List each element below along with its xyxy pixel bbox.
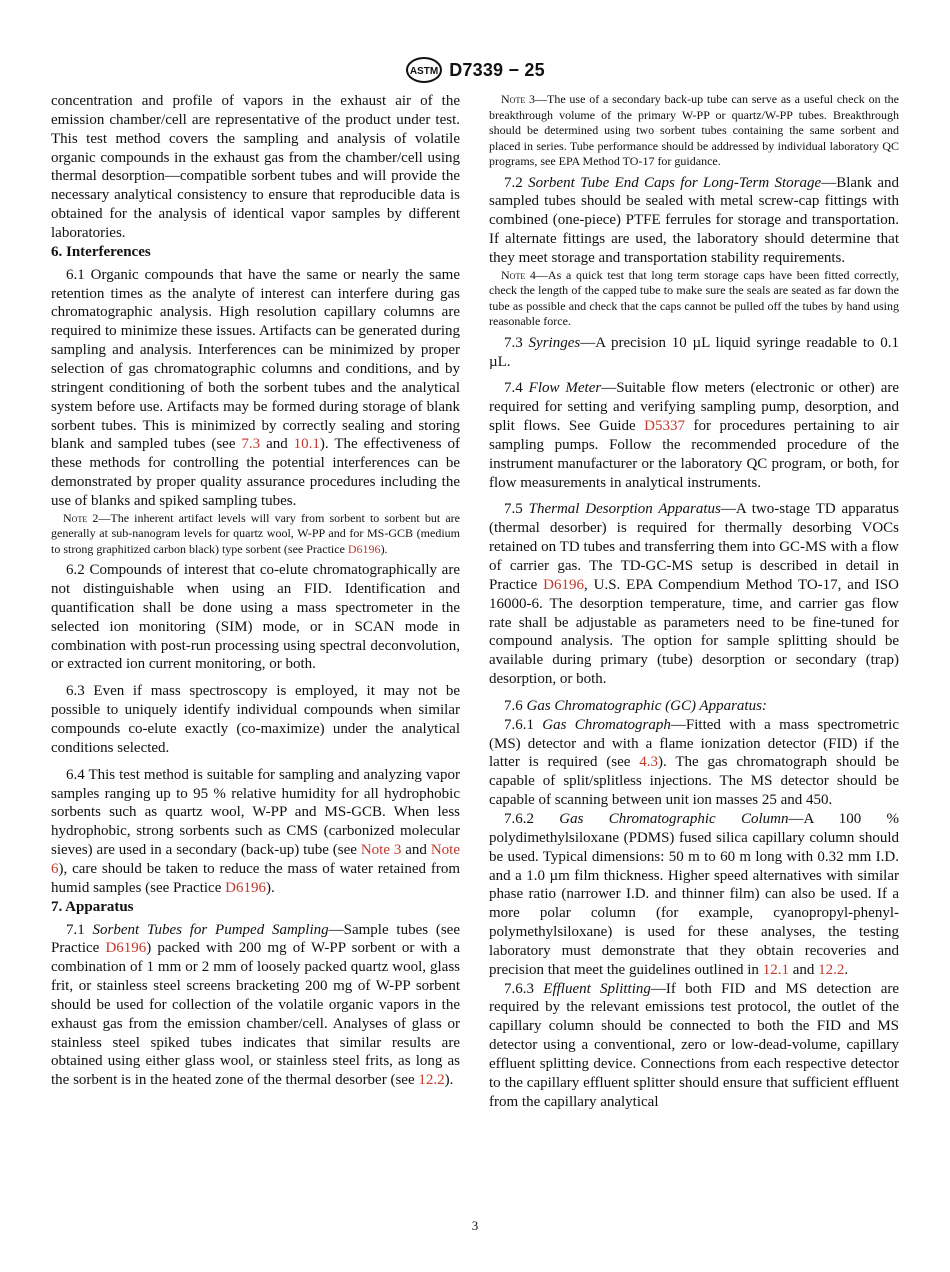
link-d6196[interactable]: D6196 — [225, 879, 266, 896]
link-4-3[interactable]: 4.3 — [639, 754, 659, 771]
note-2: Note 2—The inherent artifact levels will vary from sorbent to sorbent but are generally at sub-nanogram levels for quartz wool, W-PP and for MS-GCB (medium to strong graphitized carbon black) type sorbent (see Practice D6196). — [51, 510, 460, 556]
paragraph-6-2: 6.2 Compounds of interest that co-elute chromatographically are not distinguishable when using an FID. Identification and quantification shall be done using a mass spectrometer in the selected ion monitoring (SIM) mode, or in SCAN mode in combination with post-run processing using spectral deconvolution, or extracted ion current monitoring, or both. — [51, 562, 460, 673]
link-note-6[interactable]: Note 6 — [51, 842, 460, 877]
section-heading-interferences: 6. Interferences — [51, 243, 151, 260]
link-d6196[interactable]: D6196 — [105, 940, 147, 957]
right-column — [489, 92, 899, 1111]
page-number: 3 — [471, 1218, 479, 1233]
paragraph-7-5: 7.5 Thermal Desorption Apparatus—A two-stage TD apparatus (thermal desorber) is required for thermally desorbing VOCs retained on TD tubes and transferring them into GC-MS with a flow of carrier gas. The TD-GC-MS setup is described in detail in Practice D6196, U.S. EPA Compendium Method TO-17, and ISO 16000-6. The desorption temperature, time, and carrier gas flow rate shall be adjustable as parameters need to be fine-tuned for compound analysis. The option for sample splitting should be available during primary (tube) desorption or secondary (trap) desorption, or both. — [489, 501, 899, 688]
link-7-3[interactable]: 7.3 — [241, 436, 261, 453]
note-4: Note 4—As a quick test that long term storage caps have been fitted correctly, check the length of the capped tube to make sure the seals are seated as far down the tube as possible and check that the caps cannot be pulled off the tubes by hand using reasonable force. — [489, 267, 899, 329]
link-d6196[interactable]: D6196 — [543, 576, 585, 593]
section-heading-apparatus: 7. Apparatus — [51, 898, 134, 915]
svg-text:ASTM: ASTM — [410, 66, 439, 77]
document-designation: D7339 − 25 — [449, 59, 545, 80]
paragraph-7-2: 7.2 Sorbent Tube End Caps for Long-Term Storage—Blank and sampled tubes should be sealed with metal screw-cap fittings with combined (one-piece) PTFE ferrules for storage and transportation. If alternate fittings are used, the laboratory should determine that they meet storage and transportation stability requirements. — [489, 174, 900, 266]
link-note-3[interactable]: Note 3 — [360, 842, 402, 859]
link-12-2[interactable]: 12.2 — [418, 1072, 445, 1089]
paragraph-7-1: 7.1 Sorbent Tubes for Pumped Sampling—Sample tubes (see Practice D6196) packed with 200 mg of W-PP sorbent or with a combination of 1 mm or 2 mm of loosely packed quartz wool, glass frit, or stainless steel screens bracketing 200 mg of W-PP sorbent should be used for collection of the volatile organic vapors in the exhaust gas from the emission chamber/cell. Analyses of glass or stainless steel spiked tubes indicates that similar results are obtained using either glass wool, or stainless steel frits, as long as the sorbent is in the heated zone of the thermal desorber (see 12.2). — [51, 921, 460, 1089]
paragraph-7-6-1: 7.6.1 Gas Chromatograph—Fitted with a mass spectrometric (MS) detector and with a flame ionization detector (FID) if the latter is required (see 4.3). The gas chromatograph should be capable of split/splitless injections. The MS detector should be capable of scanning between unit ion masses 25 and 450. — [489, 716, 900, 809]
paragraph-7-6-3: 7.6.3 Effluent Splitting—If both FID and MS detection are required by the relevant emissions test protocol, the outlet of the capillary column should be connected to both the FID and MS detector using a conventional, zero or low-dead-volume, capillary effluent splitting device. Connections from each respective detector to the capillary effluent splitter should ensure that sufficient effluent from the capillary analytical — [489, 980, 900, 1110]
paragraph-7-4: 7.4 Flow Meter—Suitable flow meters (electronic or other) are required for setting and verifying sampling pump, desorption, and split flows. See Guide D5337 for procedures pertaining to air sampling pumps. Follow the recommended procedure of the instrument manufacturer or the laboratory QC program, or both, for flow measurements in analytical instruments. — [489, 380, 900, 491]
link-12-2[interactable]: 12.2 — [818, 961, 845, 978]
paragraph-7-6-2: 7.6.2 Gas Chromatographic Column—A 100 % polydimethylsiloxane (PDMS) fused silica capillary column should be used. Typical dimensions: 50 m to 60 m long with 0.32 mm I.D. and a 1.0 µm film thickness. Higher speed alternatives with similar phase ratio (narrower I.D. and thinner film) can also be used. If a more polar column (for example, cyanopropyl-phenyl-polymethylsiloxane) is used for these analyses, the testing laboratory must demonstrate that they obtain recoveries and precision that meet the guidelines outlined in 12.1 and 12.2. — [489, 810, 900, 978]
page-header — [0, 56, 950, 84]
astm-logo-icon — [405, 57, 443, 83]
link-10-1[interactable]: 10.1 — [293, 436, 320, 453]
left-column — [51, 92, 460, 1090]
note-3: Note 3—The use of a secondary back-up tube can serve as a useful check on the breakthrough volume of the primary W-PP or quartz/W-PP tubes. Breakthrough should be determined using two sorbent tubes containing the same sorbent and placed in series. Tube performance should be addressed by individual laboratory QC programs, see EPA Method TO-17 for guidance. — [489, 92, 900, 168]
paragraph-6-3: 6.3 Even if mass spectroscopy is employed, it may not be possible to uniquely identify individual compounds when similar compounds co-elute exactly (co-maximize) under the analytical conditions selected. — [51, 683, 460, 756]
link-d6196[interactable]: D6196 — [347, 541, 381, 556]
link-d5337[interactable]: D5337 — [644, 418, 685, 435]
paragraph-7-3: 7.3 Syringes—A precision 10 µL liquid syringe readable to 0.1 µL. — [489, 334, 900, 370]
link-12-1[interactable]: 12.1 — [762, 961, 789, 978]
paragraph-intro: concentration and profile of vapors in the exhaust air of the emission chamber/cell are representative of the product under test. This test method covers the sampling and analysis of volatile organic compounds in the exhaust gas from the chamber/cell using thermal desorption—compatible sorbent tubes and will provide the necessary analytical consistency to ensure that reproducible data is obtained for the analysis of identical vapor samples by different laboratories. — [51, 93, 460, 241]
paragraph-7-6: 7.6 Gas Chromatographic (GC) Apparatus: — [504, 697, 767, 714]
paragraph-6-1: 6.1 Organic compounds that have the same or nearly the same retention times as the analyte of interest can interfere during gas chromatographic analysis. High resolution capillary columns are required to minimize these issues. Artifacts can be generated during sampling and analysis. Interferences can be minimized by proper selection of gas chromatographic columns and conditions, and by stringent conditioning of both the sorbent tubes and the analytical system before use. Artifacts may be formed during storage of blank sorbent tubes. This is minimized by correctly sealing and storing blank and sampled tubes (see 7.3 and 10.1). The effectiveness of these methods for controlling the potential interferences can be demonstrated by proper quality assurance procedures including the use of blanks and spiked sampling tubes. — [51, 266, 460, 509]
paragraph-6-4: 6.4 This test method is suitable for sampling and analyzing vapor samples ranging up to 95 % relative humidity for all hydrophobic sorbents such as quartz wool, W-PP and MS-GCB. When less hydrophobic, strong sorbents such as CMS (carbonized molecular sieves) are used in a secondary (back-up) tube (see Note 3 and Note 6), care should be taken to reduce the mass of water retained from humid samples (see Practice D6196). — [51, 766, 460, 896]
